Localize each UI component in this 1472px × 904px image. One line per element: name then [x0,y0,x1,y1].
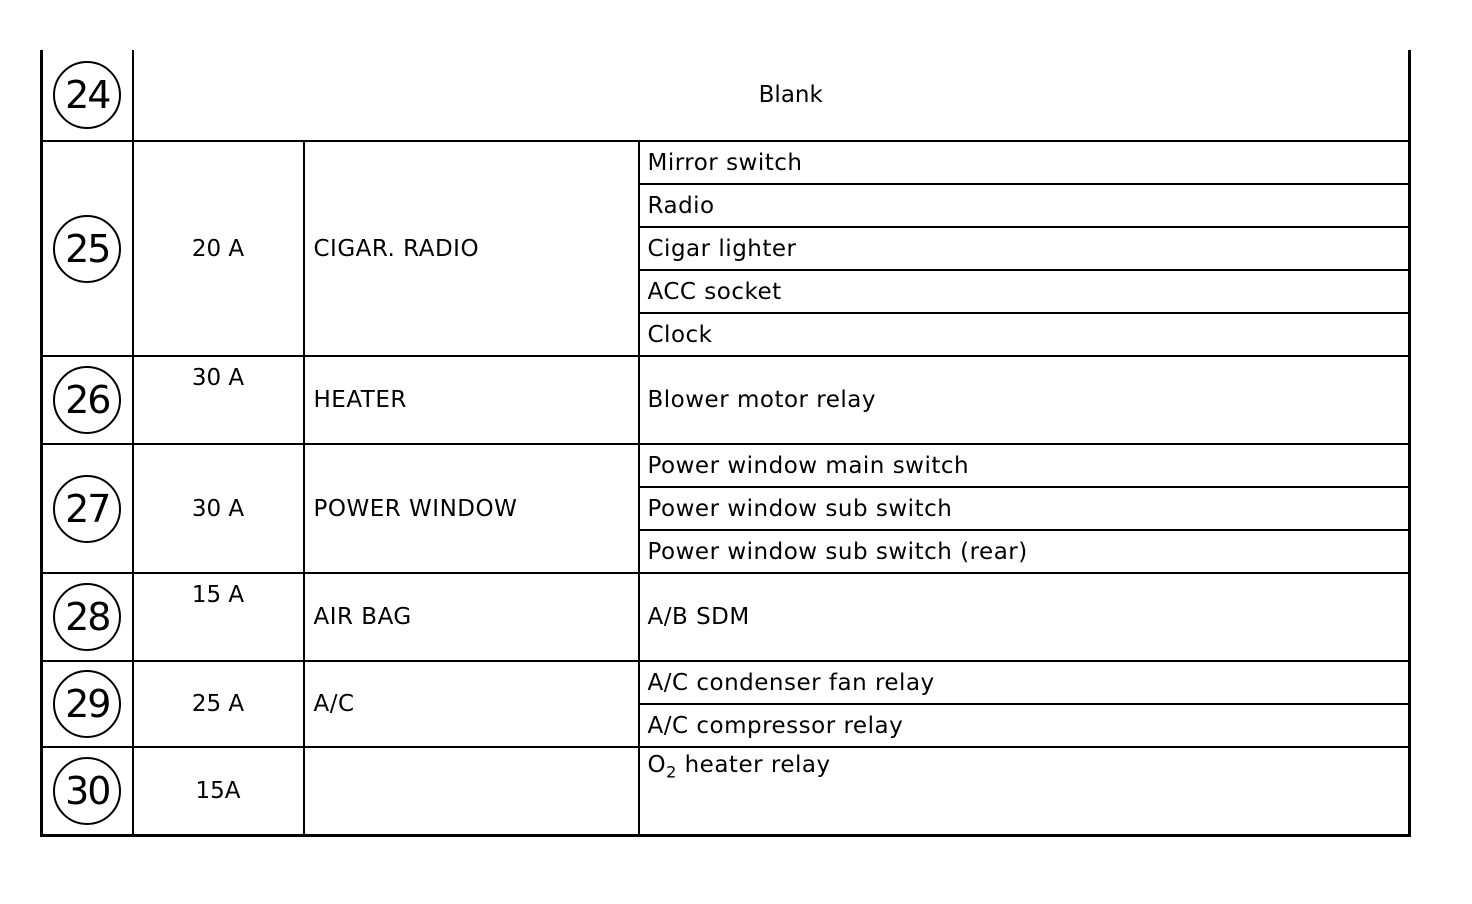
fuse-row-28 [42,573,1410,661]
o2-suffix: heater relay [676,752,831,778]
fuse-circuit-name: A/C [304,661,639,747]
fuse-load: Radio [639,184,1410,227]
fuse-amperage: 30 A [133,444,304,573]
fuse-row-26 [42,356,1410,444]
fuse-amperage: 20 A [133,141,304,356]
fuse-load: Power window main switch [639,444,1410,487]
fuse-number-circle: 30 [53,757,121,825]
fuse-row-29 [42,661,1410,704]
blank-label: Blank [133,50,1410,141]
fuse-circuit-name: POWER WINDOW [304,444,639,573]
fuse-load: A/C compressor relay [639,704,1410,747]
fuse-number-cell [42,661,133,747]
fuse-number-cell [42,444,133,573]
fuse-amperage: 30 A [133,356,304,444]
fuse-number-cell [42,141,133,356]
o2-subscript: 2 [666,762,677,782]
fuse-number-circle: 26 [53,366,121,434]
fuse-number-cell [42,747,133,835]
fuse-load: Mirror switch [639,141,1410,184]
o2-prefix: O [647,752,667,778]
fuse-circuit-name: AIR BAG [304,573,639,661]
fuse-number-circle: 29 [53,670,121,738]
fuse-table [40,50,1411,837]
fuse-circuit-name: HEATER [304,356,639,444]
fuse-circuit-name: CIGAR. RADIO [304,141,639,356]
fuse-number-circle: 25 [53,215,121,283]
fuse-number-circle: 24 [53,61,121,129]
fuse-number-cell [42,356,133,444]
fuse-number-cell [42,50,133,141]
fuse-load: Blower motor relay [639,356,1410,444]
fuse-load: A/B SDM [639,573,1410,661]
fuse-amperage: 15 A [133,573,304,661]
fuse-row-27 [42,444,1410,487]
fuse-load: ACC socket [639,270,1410,313]
fuse-amperage: 25 A [133,661,304,747]
fuse-load: Cigar lighter [639,227,1410,270]
fuse-amperage: 15A [133,747,304,835]
fuse-number-circle: 28 [53,583,121,651]
fuse-row-30 [42,747,1410,835]
fuse-number-cell [42,573,133,661]
fuse-load: Power window sub switch (rear) [639,530,1410,573]
fuse-number-circle: 27 [53,475,121,543]
fuse-circuit-name [304,747,639,835]
fuse-load [639,747,1410,835]
fuse-row-24 [42,50,1410,141]
fuse-row-25 [42,141,1410,184]
fuse-load: A/C condenser fan relay [639,661,1410,704]
fuse-load: Clock [639,313,1410,356]
fuse-load: Power window sub switch [639,487,1410,530]
